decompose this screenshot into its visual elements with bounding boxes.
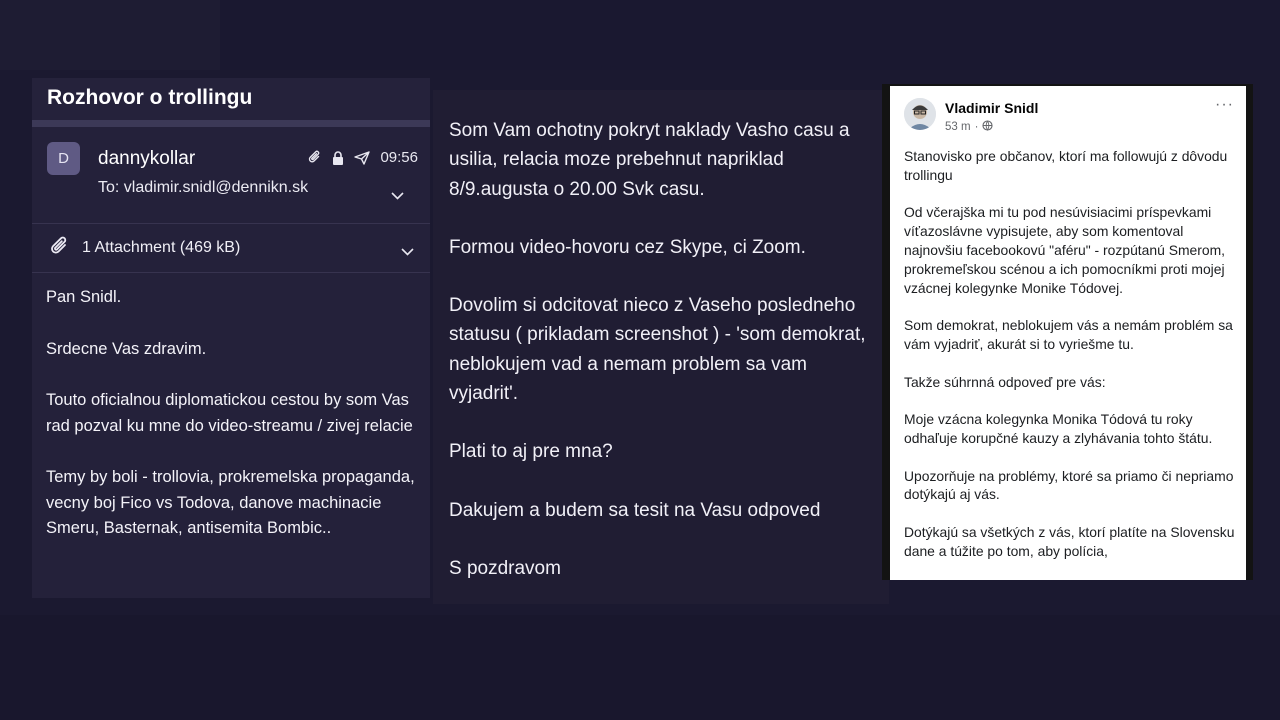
post-paragraph: Takže súhrnná odpoveď pre vás: [904,373,1106,390]
post-author[interactable]: Vladimir Snidl [945,100,1039,116]
message-paragraph: Plati to aj pre mna? [449,441,613,463]
avatar[interactable]: D [47,142,80,175]
post-paragraph: Od včerajška mi tu pod nesúvisiacimi príspevkami víťazoslávne vypisujete, aby som komentoval najnovšiu facebookovú "aféru" - rozpútanú Smerom, prokremeľskou scénou a ich pomocníkmi proti mojej vzácnej kolegynke Monike Tódovej. [904,204,1226,296]
paperclip-icon [50,236,70,263]
email-header [32,127,430,224]
message-paragraph: Som Vam ochotny pokryt naklady Vasho casu a usilia, relacia moze prebehnut napriklad 8/9.augusta o 20.00 Svk casu. [449,120,850,200]
facebook-post-screenshot [882,84,1253,580]
message-paragraph: Dakujem a budem sa tesit na Vasu odpoved [449,499,821,521]
background-tile [0,615,1280,720]
separator-dot: · [974,121,979,133]
email-time: 09:56 [380,149,418,166]
background-tile [220,0,1280,70]
post-card [890,86,1246,580]
email-paragraph: Srdecne Vas zdravim. [46,339,207,358]
recipient-line: To: vladimir.snidl@dennikn.sk [98,179,309,196]
post-paragraph: Som demokrat, neblokujem vás a nemám problém sa vám vyjadriť, akurát si to vyriešme tu. [904,317,1233,352]
post-time[interactable]: 53 m [945,121,971,133]
email-subject: Rozhovor o trollingu [32,78,430,120]
chevron-down-icon[interactable] [391,187,404,205]
email-continuation-panel [433,90,889,604]
chevron-down-icon[interactable] [401,243,414,261]
post-paragraph: Upozorňuje na problémy, ktoré sa priamo či nepriamo dotýkajú aj vás. [904,467,1234,503]
email-paragraph: Touto oficialnou diplomatickou cestou by som Vas rad pozval ku mne do video-streamu / zivej relacie [46,391,413,435]
attachment-label: 1 Attachment (469 kB) [82,239,241,256]
send-icon [354,151,370,165]
sender-name[interactable]: dannykollar [98,148,196,169]
avatar[interactable] [904,98,936,130]
email-paragraph: Pan Snidl. [46,288,122,306]
post-paragraph: Stanovisko pre občanov, ktorí ma followujú z dôvodu trollingu [904,148,1228,183]
background-tile [0,0,220,70]
email-status-icons [308,149,418,166]
message-paragraph: Dovolim si odcitovat nieco z Vaseho posledneho statusu ( prikladam screenshot ) - 'som demokrat, neblokujem vad a nemam problem sa vam vyjadrit'. [449,295,866,405]
lock-icon [332,151,344,165]
globe-icon [982,120,993,134]
divider [32,120,430,127]
email-panel [32,78,430,598]
post-paragraph: Dotýkajú sa všetkých z vás, ktorí platíte na Slovensku dane a túžite po tom, aby polícia, [904,523,1235,559]
email-paragraph: Temy by boli - trollovia, prokremelska propaganda, vecny boj Fico vs Todova, danove machinacie Smeru, Basternak, antisemita Bombic.. [46,468,415,537]
post-meta [945,120,993,134]
message-paragraph: Formou video-hovoru cez Skype, ci Zoom. [449,236,806,258]
attachments-row[interactable] [32,224,430,273]
post-text [904,147,1238,579]
post-paragraph: Moje vzácna kolegynka Monika Tódová tu roky odhaľuje korupčné kauzy a zlyhávania tohto štátu. [904,411,1213,446]
paperclip-icon [308,150,322,165]
more-icon[interactable]: ··· [1215,96,1234,113]
message-paragraph: S pozdravom [449,557,561,579]
email-body [32,273,430,542]
